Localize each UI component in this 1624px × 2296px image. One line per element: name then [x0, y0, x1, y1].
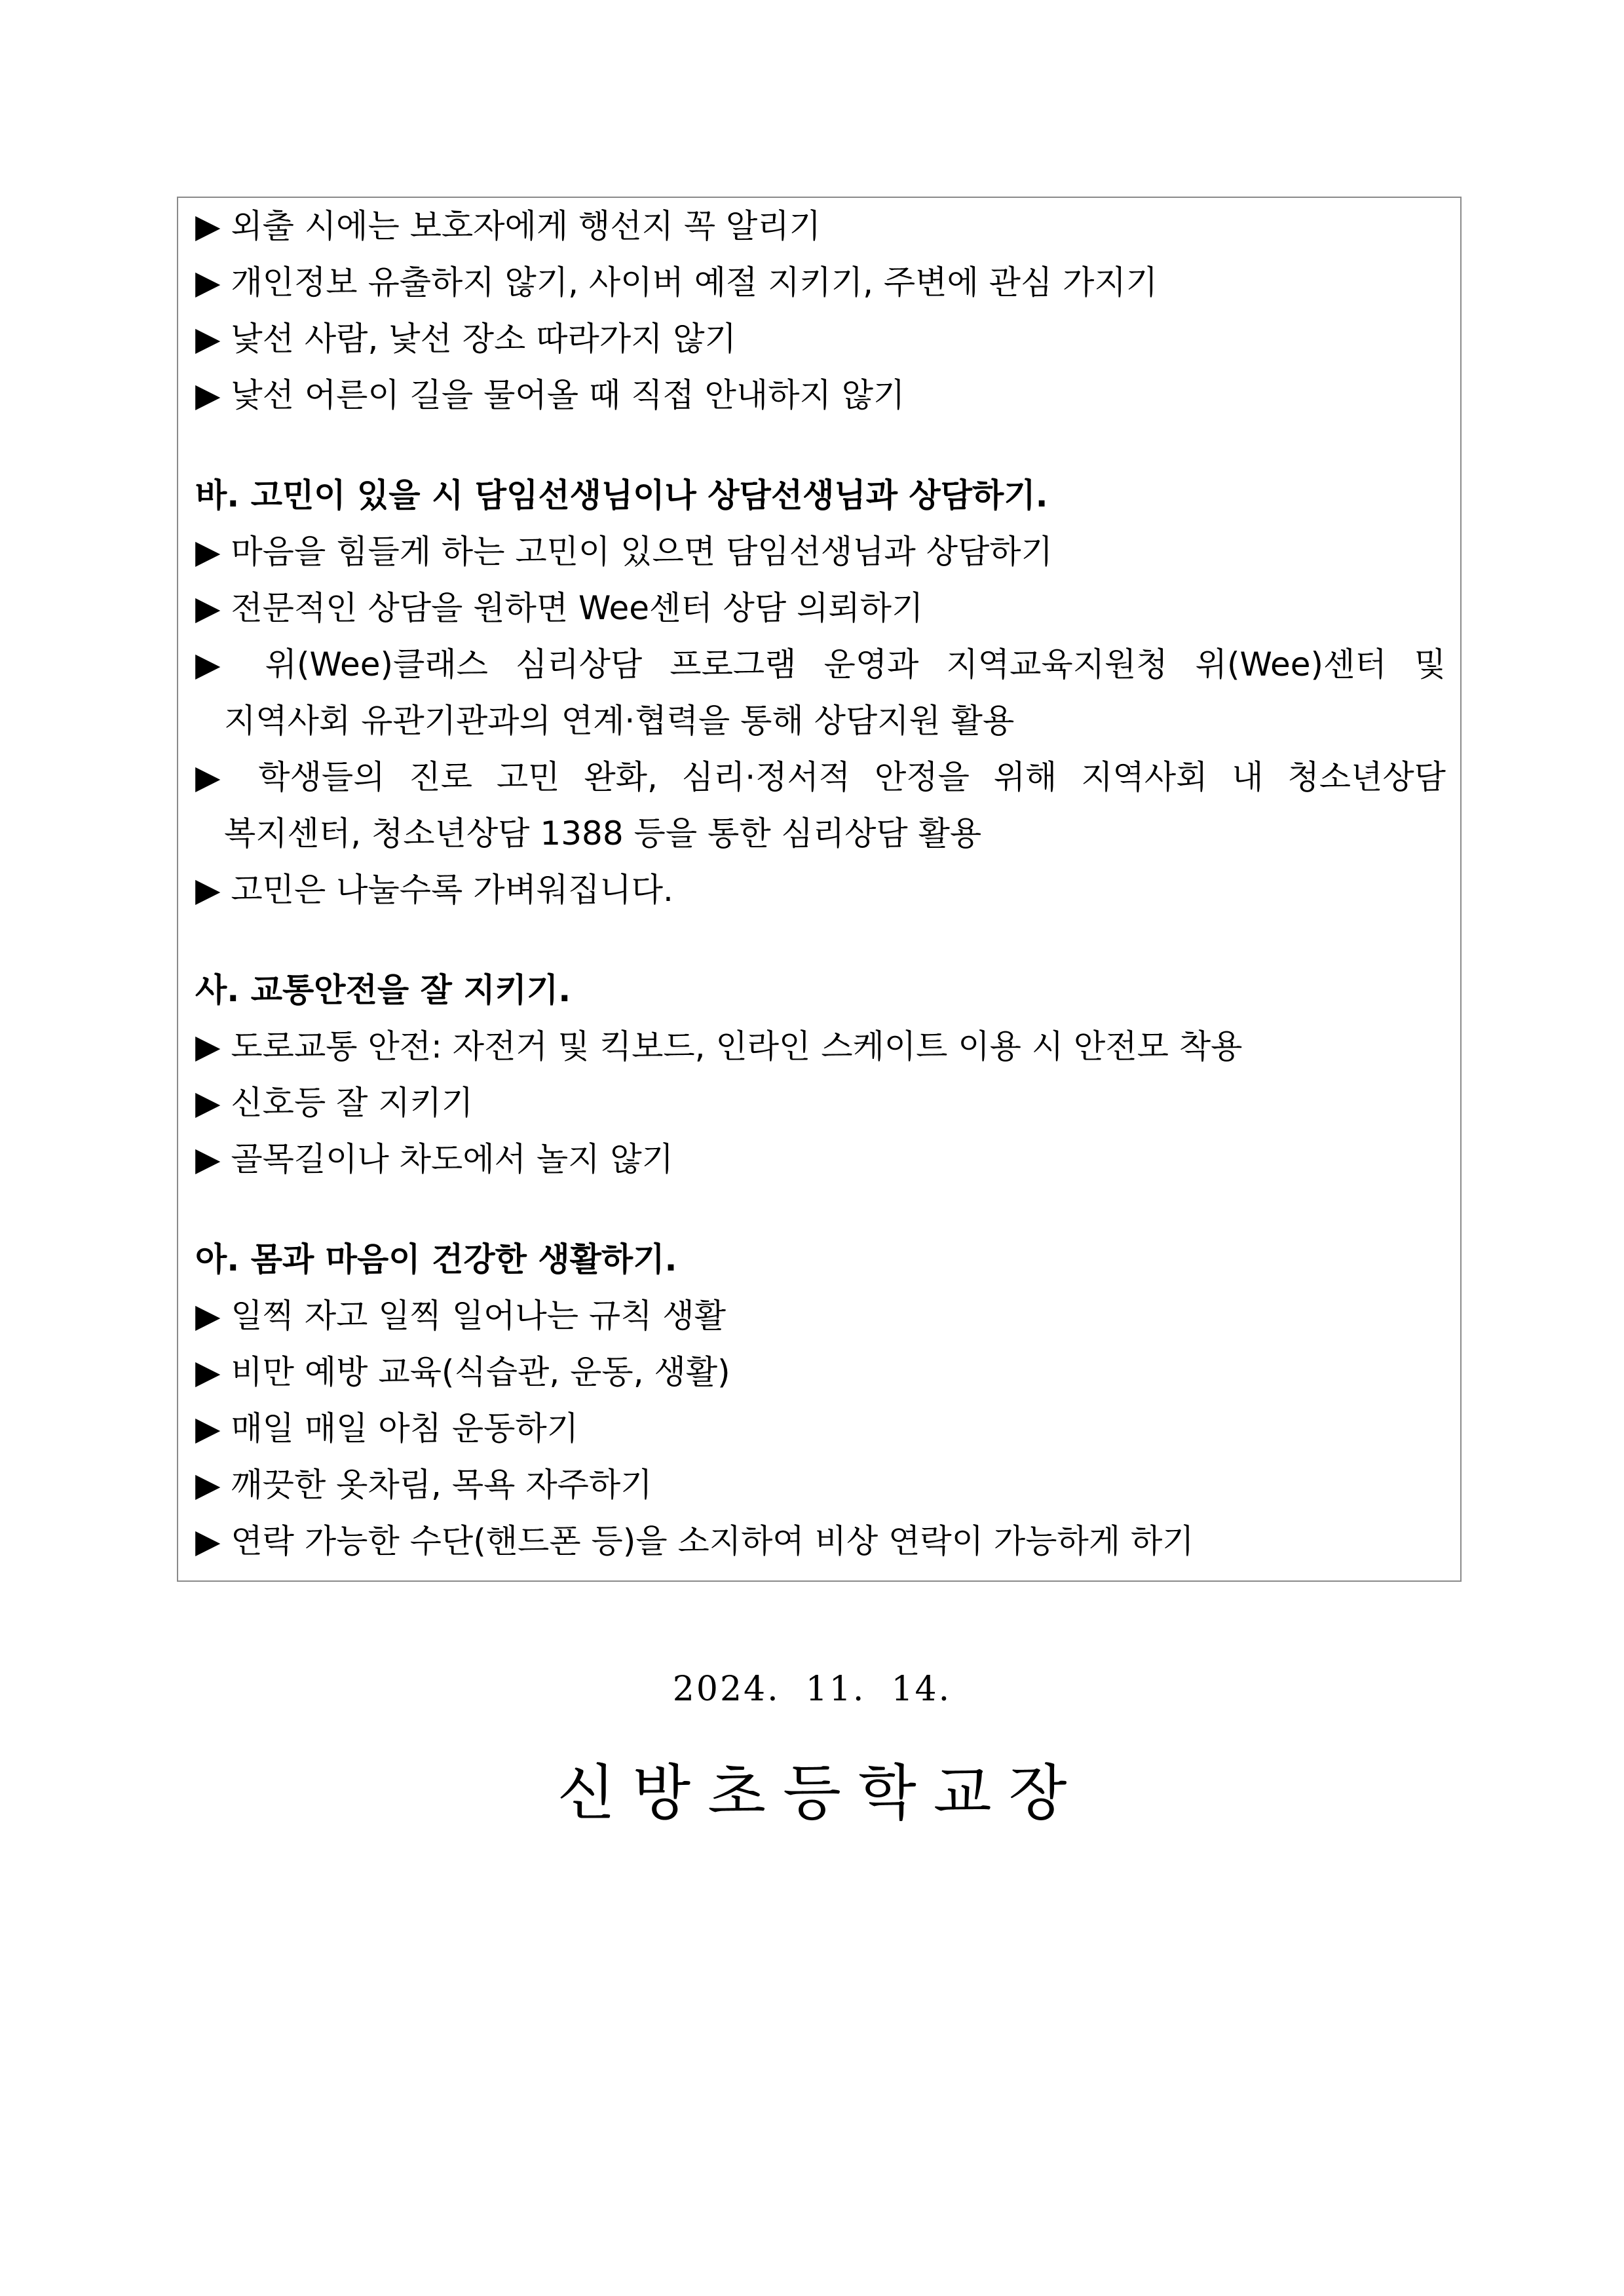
bullet-item: ▶ 연락 가능한 수단(핸드폰 등)을 소지하여 비상 연락이 가능하게 하기 — [195, 1522, 1194, 1560]
bullet-item: ▶ 학생들의 진로 고민 완화, 심리·정서적 안정을 위해 지역사회 내 청소년상담 — [195, 758, 1446, 796]
bullet-item: ▶ 도로교통 안전: 자전거 및 킥보드, 인라인 스케이트 이용 시 안전모 착용 — [195, 1027, 1243, 1065]
section-safety-outing — [195, 198, 1446, 423]
section-heading: 사. 교통안전을 잘 지키기. — [195, 971, 571, 1009]
section-heading: 아. 몸과 마음이 건강한 생활하기. — [195, 1240, 677, 1278]
bullet-item: ▶ 골목길이나 차도에서 놀지 않기 — [195, 1140, 673, 1178]
section-healthy-life — [195, 1231, 1446, 1569]
document-date: 2024. 11. 14. — [672, 1670, 952, 1709]
bullet-item: ▶ 일찍 자고 일찍 일어나는 규칙 생활 — [195, 1297, 727, 1335]
bullet-item: ▶ 개인정보 유출하지 않기, 사이버 예절 지키기, 주변에 관심 가지기 — [195, 263, 1158, 301]
bullet-item: ▶ 낯선 어른이 길을 물어올 때 직접 안내하지 않기 — [195, 376, 905, 414]
section-spacer — [195, 1187, 1446, 1231]
bullet-item: ▶ 마음을 힘들게 하는 고민이 있으면 담임선생님과 상담하기 — [195, 533, 1053, 571]
notice-box — [177, 197, 1462, 1582]
bullet-item: ▶ 전문적인 상담을 원하면 Wee센터 상담 의뢰하기 — [195, 589, 924, 627]
section-spacer — [195, 918, 1446, 962]
bullet-item: ▶ 낯선 사람, 낯선 장소 따라가지 않기 — [195, 320, 736, 358]
section-heading: 바. 고민이 있을 시 담임선생님이나 상담선생님과 상담하기. — [195, 476, 1048, 514]
bullet-item: ▶ 외출 시에는 보호자에게 행선지 꼭 알리기 — [195, 207, 821, 245]
bullet-item: ▶ 신호등 잘 지키기 — [195, 1084, 474, 1122]
section-counseling — [195, 467, 1446, 918]
bullet-item-continuation: 복지센터, 청소년상담 1388 등을 통한 심리상담 활용 — [224, 814, 982, 852]
bullet-item: ▶ 고민은 나눌수록 가벼워집니다. — [195, 871, 673, 909]
section-spacer — [195, 423, 1446, 467]
bullet-item: ▶ 비만 예방 교육(식습관, 운동, 생활) — [195, 1353, 730, 1391]
section-traffic-safety — [195, 962, 1446, 1187]
bullet-item: ▶ 깨끗한 옷차림, 목욕 자주하기 — [195, 1466, 652, 1504]
bullet-item: ▶ 위(Wee)클래스 심리상담 프로그램 운영과 지역교육지원청 위(Wee)센터 및 — [195, 645, 1446, 683]
principal-signature: 신방초등학교장 — [557, 1758, 1084, 1828]
bullet-item-continuation: 지역사회 유관기관과의 연계·협력을 통해 상담지원 활용 — [224, 702, 1015, 740]
bullet-item: ▶ 매일 매일 아침 운동하기 — [195, 1409, 579, 1447]
